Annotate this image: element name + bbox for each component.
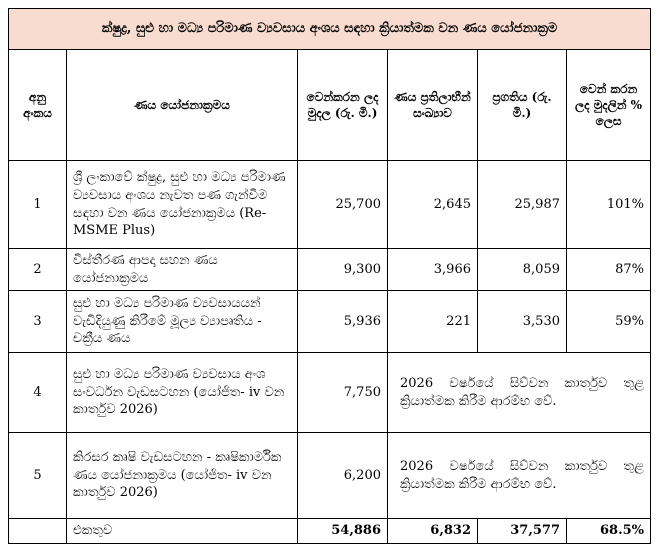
- total-progress: 37,577: [478, 519, 567, 544]
- total-empty-cell: [9, 519, 67, 544]
- total-beneficiaries: 6,832: [388, 519, 478, 544]
- row-note: 2026 වර්ෂයේ සිව්වන කාර්තුව තුළ ක්‍රියාත්මක කිරීම ආරම්භ වේ.: [388, 433, 651, 519]
- row-no: 3: [9, 291, 67, 353]
- total-label: එකතුව: [67, 519, 298, 544]
- header-percent: වෙන් කරන ලද මුදලින් % ලෙස: [567, 50, 651, 161]
- row-progress: 8,059: [478, 249, 567, 291]
- total-allocated: 54,886: [298, 519, 388, 544]
- loan-schemes-table: [8, 8, 651, 544]
- row-allocated: 6,200: [298, 433, 388, 519]
- header-row: [9, 50, 651, 161]
- row-beneficiaries: 221: [388, 291, 478, 353]
- row-no: 2: [9, 249, 67, 291]
- table-row: [9, 433, 651, 519]
- table-row: [9, 353, 651, 433]
- total-row: [9, 519, 651, 544]
- table-title: ක්ෂුද්‍ර, සුළු හා මධ්‍ය පරිමාණ ව්‍යවසාය අංශය සඳහා ක්‍රියාත්මක වන ණය යෝජනාක්‍රම: [9, 9, 651, 50]
- row-no: 1: [9, 161, 67, 249]
- header-beneficiaries: ණය ප්‍රතිලාභීන් සංඛ්‍යාව: [388, 50, 478, 161]
- table-row: [9, 161, 651, 249]
- row-allocated: 9,300: [298, 249, 388, 291]
- row-no: 5: [9, 433, 67, 519]
- row-note: 2026 වර්ෂයේ සිව්වන කාර්තුව තුළ ක්‍රියාත්මක කිරීම ආරම්භ වේ.: [388, 353, 651, 433]
- header-scheme: ණය යෝජනාක්‍රමය: [67, 50, 298, 161]
- row-progress: 25,987: [478, 161, 567, 249]
- row-scheme: විස්තීරණ ආපදා සහන ණය යෝජනාක්‍රමය: [67, 249, 298, 291]
- row-scheme: සුළු හා මධ්‍ය පරිමාණ ව්‍යවසාය අංශ සංවර්ධන වැඩසටහන (යෝජිත- iv වන කාර්තුව 2026): [67, 353, 298, 433]
- row-percent: 87%: [567, 249, 651, 291]
- header-allocated: වෙන්කරන ලද මුදල (රු. මි.): [298, 50, 388, 161]
- row-no: 4: [9, 353, 67, 433]
- row-allocated: 5,936: [298, 291, 388, 353]
- row-allocated: 7,750: [298, 353, 388, 433]
- row-beneficiaries: 3,966: [388, 249, 478, 291]
- table-row: [9, 249, 651, 291]
- row-scheme: සුළු හා මධ්‍ය පරිමාණ ව්‍යවසායයන් වැඩිදියුණු කිරීමේ මූල්‍ය ව්‍යාපෘතිය - චක්‍රීය ණය: [67, 291, 298, 353]
- header-no: අනු අංකය: [9, 50, 67, 161]
- row-allocated: 25,700: [298, 161, 388, 249]
- total-percent: 68.5%: [567, 519, 651, 544]
- row-percent: 101%: [567, 161, 651, 249]
- table-row: [9, 291, 651, 353]
- row-percent: 59%: [567, 291, 651, 353]
- header-progress: ප්‍රගතිය (රු. මි.): [478, 50, 567, 161]
- row-progress: 3,530: [478, 291, 567, 353]
- title-row: [9, 9, 651, 50]
- row-scheme: කිරසර කෘෂි වැඩසටහන - කෘෂිකාර්මික ණය යෝජනාක්‍රමය (යෝජිත- iv වන කාර්තුව 2026): [67, 433, 298, 519]
- row-beneficiaries: 2,645: [388, 161, 478, 249]
- row-scheme: ශ්‍රී ලංකාවේ ක්ෂුද්‍ර, සුළු හා මධ්‍ය පරිමාණ ව්‍යවසාය අංශය නැවත පණ ගැන්වීම සඳහා වන ණය යෝජනාක්‍රමය (Re-MSME Plus): [67, 161, 298, 249]
